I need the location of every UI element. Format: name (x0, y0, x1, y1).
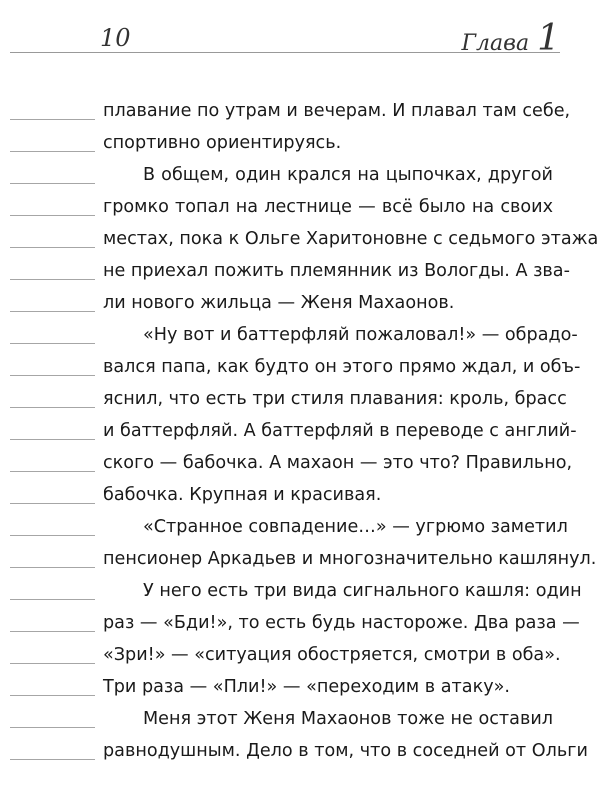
body-text (103, 95, 599, 767)
text-line: местах, пока к Ольге Харитоновне с седьмого этажа (103, 229, 599, 249)
text-line: Меня этот Женя Махаонов тоже не оставил (143, 709, 553, 729)
text-line: «Зри!» — «ситуация обостряется, смотри в оба». (103, 645, 561, 665)
text-line: громко топал на лестнице — всё было на своих (103, 197, 553, 217)
text-line: плавание по утрам и вечерам. И плавал там себе, (103, 101, 571, 121)
text-line: Три раза — «Пли!» — «переходим в атаку». (103, 677, 510, 697)
text-line: вался папа, как будто он этого прямо ждал, и объ- (103, 357, 581, 377)
text-line: ли нового жильца — Женя Махаонов. (103, 293, 455, 313)
text-line: равнодушным. Дело в том, что в соседней от Ольги (103, 741, 588, 761)
margin-rule (10, 119, 95, 151)
margin-rule (10, 727, 95, 759)
text-line: спортивно ориентируясь. (103, 133, 342, 153)
margin-rule (10, 567, 95, 599)
text-line: ского — бабочка. А махаон — это что? Правильно, (103, 453, 573, 473)
margin-rule (10, 439, 95, 471)
text-line: «Странное совпадение…» — угрюмо заметил (143, 517, 568, 537)
text-line: «Ну вот и баттерфляй пожаловал!» — обрадо- (143, 325, 578, 345)
margin-rule (10, 151, 95, 183)
margin-rule (10, 183, 95, 215)
text-line: В общем, один крался на цыпочках, другой (143, 165, 553, 185)
margin-rule (10, 503, 95, 535)
margin-rule (10, 663, 95, 695)
margin-rule (10, 535, 95, 567)
header-rule (10, 52, 560, 53)
text-line: У него есть три вида сигнального кашля: один (143, 581, 582, 601)
margin-rule (10, 599, 95, 631)
chapter-word: Глава (461, 31, 530, 56)
margin-rule (10, 375, 95, 407)
margin-rule (10, 695, 95, 727)
margin-rule (10, 311, 95, 343)
text-line: не приехал пожить племянник из Вологды. А зва- (103, 261, 570, 281)
margin-rule (10, 343, 95, 375)
margin-rule (10, 279, 95, 311)
margin-rules (10, 119, 95, 791)
text-line: раз — «Бди!», то есть будь настороже. Два раза — (103, 613, 580, 633)
chapter-number: 1 (537, 18, 560, 59)
margin-rule (10, 631, 95, 663)
margin-rule (10, 759, 95, 791)
page-number: 10 (100, 24, 131, 52)
text-line: и баттерфляй. А баттерфляй в переводе с англий- (103, 421, 577, 441)
text-line: бабочка. Крупная и красивая. (103, 485, 382, 505)
margin-rule (10, 215, 95, 247)
text-line: пенсионер Аркадьев и многозначительно кашлянул. (103, 549, 597, 569)
margin-rule (10, 407, 95, 439)
margin-rule (10, 247, 95, 279)
text-line: яснил, что есть три стиля плавания: кроль, брасс (103, 389, 567, 409)
margin-rule (10, 471, 95, 503)
